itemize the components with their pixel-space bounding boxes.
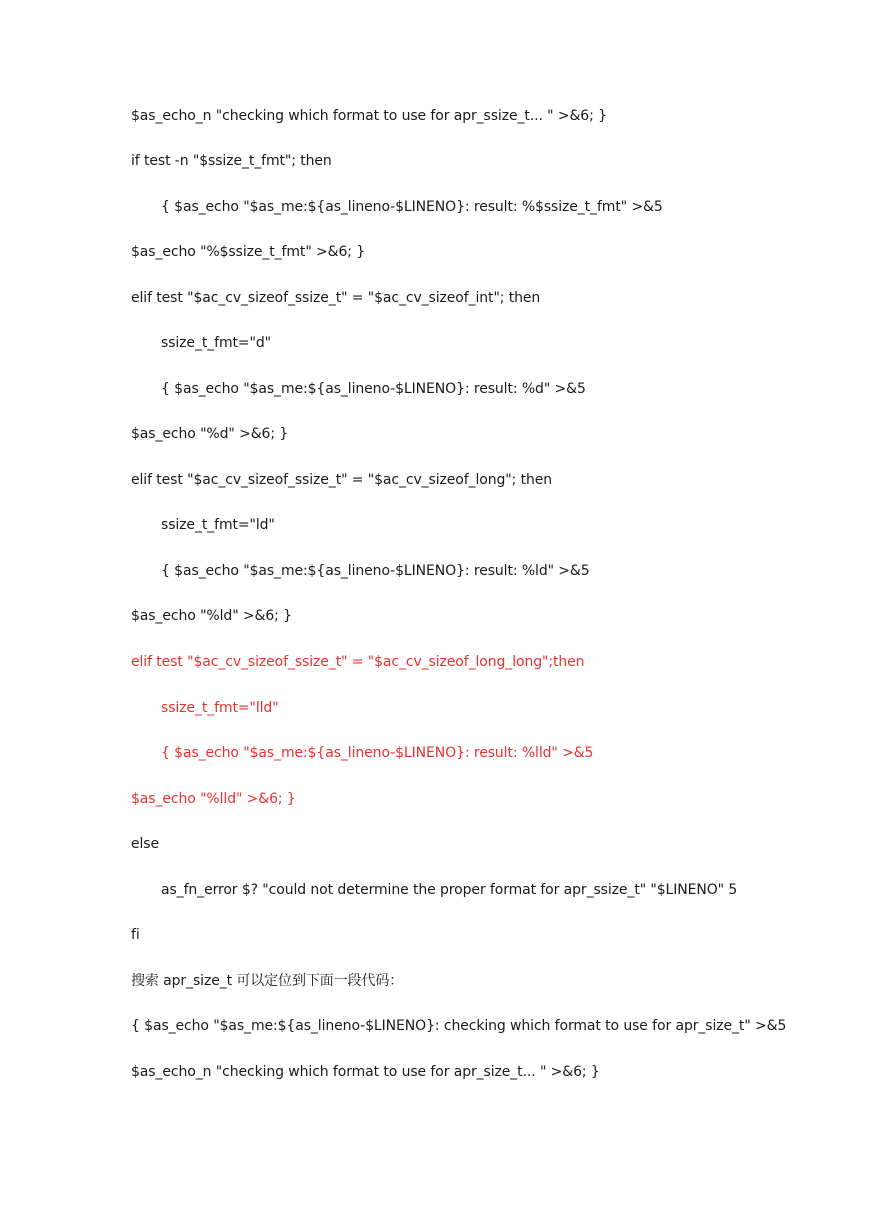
code-line-5: elif test "$ac_cv_sizeof_ssize_t" = "$ac_cv_sizeof_int"; then (131, 290, 541, 306)
code-line-8: $as_echo "%d" >&6; } (131, 426, 289, 442)
code-line-21: { $as_echo "$as_me:${as_lineno-$LINENO}: checking which format to use for apr_size_t" >&5 (131, 1018, 787, 1034)
code-line-4: $as_echo "%$ssize_t_fmt" >&6; } (131, 244, 366, 260)
code-line-12: $as_echo "%ld" >&6; } (131, 608, 292, 624)
explanation-text: 搜索 apr_size_t 可以定位到下面一段代码： (131, 973, 404, 989)
code-line-7: { $as_echo "$as_me:${as_lineno-$LINENO}: result: %d" >&5 (161, 381, 586, 397)
code-line-2: if test -n "$ssize_t_fmt"; then (131, 153, 332, 169)
highlighted-code-line-13: elif test "$ac_cv_sizeof_ssize_t" = "$ac_cv_sizeof_long_long";then (131, 654, 585, 670)
code-line-17: else (131, 836, 160, 852)
highlighted-code-line-16: $as_echo "%lld" >&6; } (131, 791, 296, 807)
code-line-6: ssize_t_fmt="d" (161, 335, 271, 351)
code-line-1: $as_echo_n "checking which format to use for apr_ssize_t... " >&6; } (131, 108, 607, 124)
highlighted-code-line-14: ssize_t_fmt="lld" (161, 700, 279, 716)
code-line-22: $as_echo_n "checking which format to use for apr_size_t... " >&6; } (131, 1064, 600, 1080)
code-line-18: as_fn_error $? "could not determine the proper format for apr_ssize_t" "$LINENO" 5 (161, 882, 738, 898)
code-line-3: { $as_echo "$as_me:${as_lineno-$LINENO}: result: %$ssize_t_fmt" >&5 (161, 199, 663, 215)
code-line-19: fi (131, 927, 140, 943)
code-line-9: elif test "$ac_cv_sizeof_ssize_t" = "$ac_cv_sizeof_long"; then (131, 472, 553, 488)
code-line-11: { $as_echo "$as_me:${as_lineno-$LINENO}: result: %ld" >&5 (161, 563, 590, 579)
highlighted-code-line-15: { $as_echo "$as_me:${as_lineno-$LINENO}: result: %lld" >&5 (161, 745, 594, 761)
code-line-10: ssize_t_fmt="ld" (161, 517, 275, 533)
